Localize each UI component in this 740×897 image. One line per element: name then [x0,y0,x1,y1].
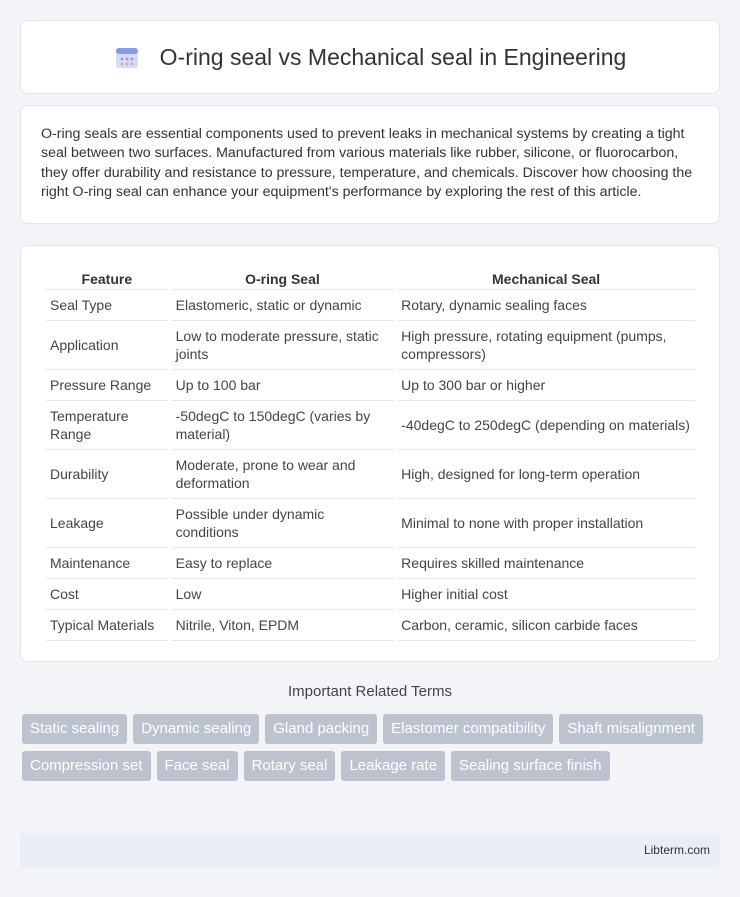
row-oring: Possible under dynamic conditions [172,499,394,548]
row-oring: -50degC to 150degC (varies by material) [172,401,394,450]
related-terms-title: Important Related Terms [288,683,452,700]
row-feature: Durability [46,450,168,499]
term-tag[interactable]: Leakage rate [341,751,445,781]
table-row [46,370,695,401]
row-feature: Application [46,321,168,370]
row-oring: Low to moderate pressure, static joints [172,321,394,370]
row-oring: Easy to replace [172,548,394,579]
row-feature: Temperature Range [46,401,168,450]
comparison-table [42,266,699,641]
comparison-card [20,245,720,662]
term-tag[interactable]: Static sealing [22,714,127,744]
footer-site-link[interactable]: Libterm.com [643,843,710,857]
related-terms-list [22,714,712,781]
row-oring: Nitrile, Viton, EPDM [172,610,394,641]
row-feature: Seal Type [46,290,168,321]
row-mechanical: Minimal to none with proper installation [397,499,695,548]
term-tag[interactable]: Compression set [22,751,151,781]
intro-card [20,105,720,224]
row-feature: Pressure Range [46,370,168,401]
table-row [46,499,695,548]
table-row [46,450,695,499]
row-mechanical: Requires skilled maintenance [397,548,695,579]
table-row [46,579,695,610]
footer [20,833,720,867]
row-mechanical: Rotary, dynamic sealing faces [397,290,695,321]
header-oring: O-ring Seal [172,266,394,290]
page-title: O-ring seal vs Mechanical seal in Engineering [159,43,627,70]
calendar-icon [114,44,140,70]
table-row [46,290,695,321]
row-oring: Up to 100 bar [172,370,394,401]
row-feature: Cost [46,579,168,610]
row-mechanical: Up to 300 bar or higher [397,370,695,401]
term-tag[interactable]: Elastomer compatibility [383,714,553,744]
table-row [46,548,695,579]
title-card [20,20,720,94]
row-mechanical: High pressure, rotating equipment (pumps, compressors) [397,321,695,370]
term-tag[interactable]: Shaft misalignment [559,714,703,744]
row-mechanical: -40degC to 250degC (depending on materials) [397,401,695,450]
row-mechanical: Carbon, ceramic, silicon carbide faces [397,610,695,641]
row-feature: Typical Materials [46,610,168,641]
table-row [46,321,695,370]
table-row [46,610,695,641]
term-tag[interactable]: Rotary seal [244,751,336,781]
table-row [46,401,695,450]
row-mechanical: High, designed for long-term operation [397,450,695,499]
term-tag[interactable]: Face seal [157,751,238,781]
term-tag[interactable]: Sealing surface finish [451,751,610,781]
row-oring: Low [172,579,394,610]
intro-text: O-ring seals are essential components used to prevent leaks in mechanical systems by creating a tight seal between two surfaces. Manufactured from various materials like rubber, silicone, or fluorocarbon, they offer durability and resistance to pressure, temperature, and chemicals. Discover how choosing the right O-ring seal can enhance your equipment's performance by exploring the rest of this article. [41,126,693,200]
header-mechanical: Mechanical Seal [397,266,695,290]
row-oring: Elastomeric, static or dynamic [172,290,394,321]
term-tag[interactable]: Gland packing [265,714,377,744]
row-feature: Leakage [46,499,168,548]
row-mechanical: Higher initial cost [397,579,695,610]
header-feature: Feature [46,266,168,290]
term-tag[interactable]: Dynamic sealing [133,714,259,744]
table-header-row [46,266,695,290]
row-feature: Maintenance [46,548,168,579]
row-oring: Moderate, prone to wear and deformation [172,450,394,499]
